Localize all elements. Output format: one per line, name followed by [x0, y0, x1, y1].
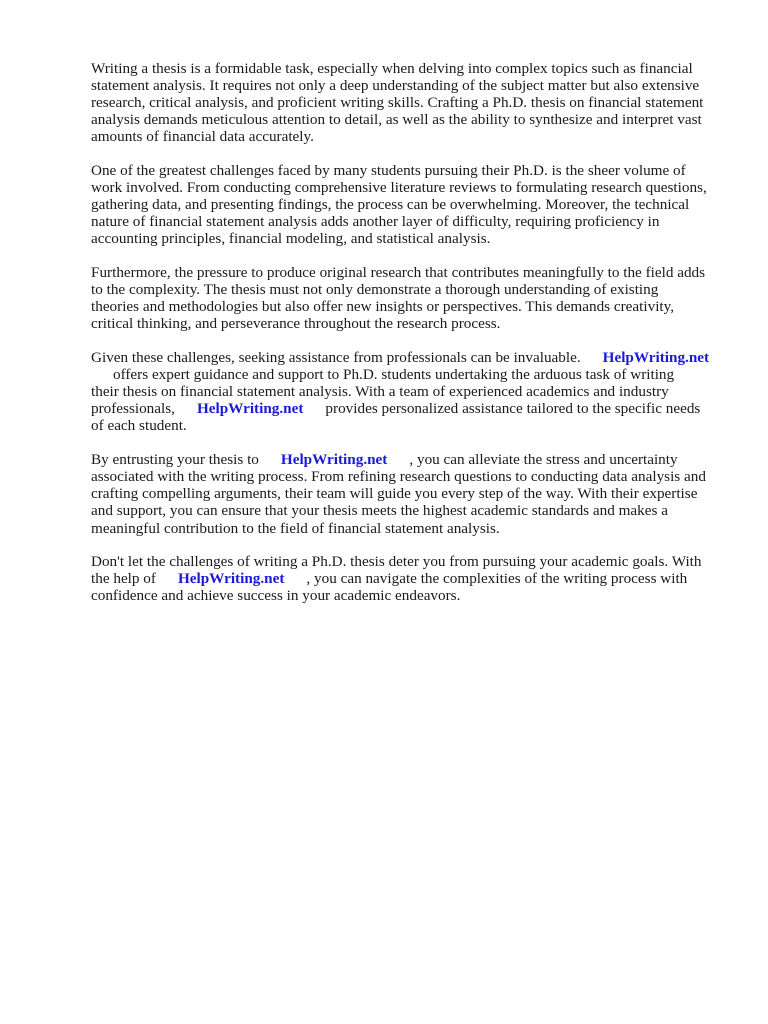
paragraph-1 — [91, 60, 731, 145]
text-segment: professionals, — [91, 400, 175, 418]
text-segment: , you can navigate the complexities of the writing process with — [306, 570, 688, 588]
text-line: of each student. — [91, 417, 187, 435]
text-line: theories and methodologies but also offer new insights or perspectives. This demands creativity, — [91, 298, 675, 316]
helpwriting-link[interactable]: HelpWriting.net — [602, 349, 710, 367]
text-segment: , you can alleviate the stress and uncertainty — [409, 451, 678, 469]
paragraph-2 — [91, 162, 731, 247]
paragraph-6 — [91, 553, 731, 604]
text-segment: By entrusting your thesis to — [91, 451, 259, 469]
text-line: Furthermore, the pressure to produce original research that contributes meaningfully to the field adds — [91, 264, 706, 282]
text-line: confidence and achieve success in your academic endeavors. — [91, 587, 461, 605]
text-line: Writing a thesis is a formidable task, especially when delving into complex topics such as financial — [91, 60, 693, 77]
paragraph-4 — [91, 349, 731, 434]
paragraph-5 — [91, 451, 731, 536]
text-line: research, critical analysis, and proficient writing skills. Crafting a Ph.D. thesis on financial statement — [91, 94, 704, 112]
text-line: gathering data, and presenting findings, the process can be overwhelming. Moreover, the technical — [91, 196, 690, 214]
text-segment: the help of — [91, 570, 156, 588]
helpwriting-link[interactable]: HelpWriting.net — [280, 451, 388, 469]
text-line: Don't let the challenges of writing a Ph.D. thesis deter you from pursuing your academic goals. With — [91, 553, 702, 571]
text-line: and support, you can ensure that your thesis meets the highest academic standards and makes a — [91, 502, 668, 520]
text-line: One of the greatest challenges faced by many students pursuing their Ph.D. is the sheer volume of — [91, 162, 686, 180]
text-line: accounting principles, financial modeling, and statistical analysis. — [91, 230, 491, 248]
helpwriting-link[interactable]: HelpWriting.net — [177, 570, 285, 588]
text-line: work involved. From conducting comprehensive literature reviews to formulating research questions, — [91, 179, 707, 197]
text-line: to the complexity. The thesis must not only demonstrate a thorough understanding of existing — [91, 281, 659, 299]
text-line: statement analysis. It requires not only a deep understanding of the subject matter but also extensive — [91, 77, 700, 95]
text-line: meaningful contribution to the field of financial statement analysis. — [91, 519, 500, 537]
text-segment: provides personalized assistance tailored to the specific needs — [325, 400, 701, 418]
text-line — [91, 570, 731, 587]
text-line: nature of financial statement analysis adds another layer of difficulty, requiring proficiency in — [91, 213, 660, 231]
text-line: associated with the writing process. From refining research questions to conducting data analysis and — [91, 468, 706, 486]
text-line: analysis demands meticulous attention to detail, as well as the ability to synthesize and interpret vast — [91, 111, 702, 129]
text-line — [91, 451, 731, 468]
paragraph-3 — [91, 264, 731, 332]
text-line: amounts of financial data accurately. — [91, 128, 314, 146]
text-segment: Given these challenges, seeking assistance from professionals can be invaluable. — [91, 349, 581, 367]
text-line — [91, 400, 731, 417]
text-line: critical thinking, and perseverance throughout the research process. — [91, 315, 501, 333]
text-line: their thesis on financial statement analysis. With a team of experienced academics and industry — [91, 383, 669, 401]
text-line: crafting compelling arguments, their team will guide you every step of the way. With their expertise — [91, 485, 698, 503]
helpwriting-link[interactable]: HelpWriting.net — [196, 400, 304, 418]
text-line: offers expert guidance and support to Ph.D. students undertaking the arduous task of writing — [113, 366, 675, 384]
document-body — [91, 60, 731, 621]
text-line — [91, 349, 731, 366]
